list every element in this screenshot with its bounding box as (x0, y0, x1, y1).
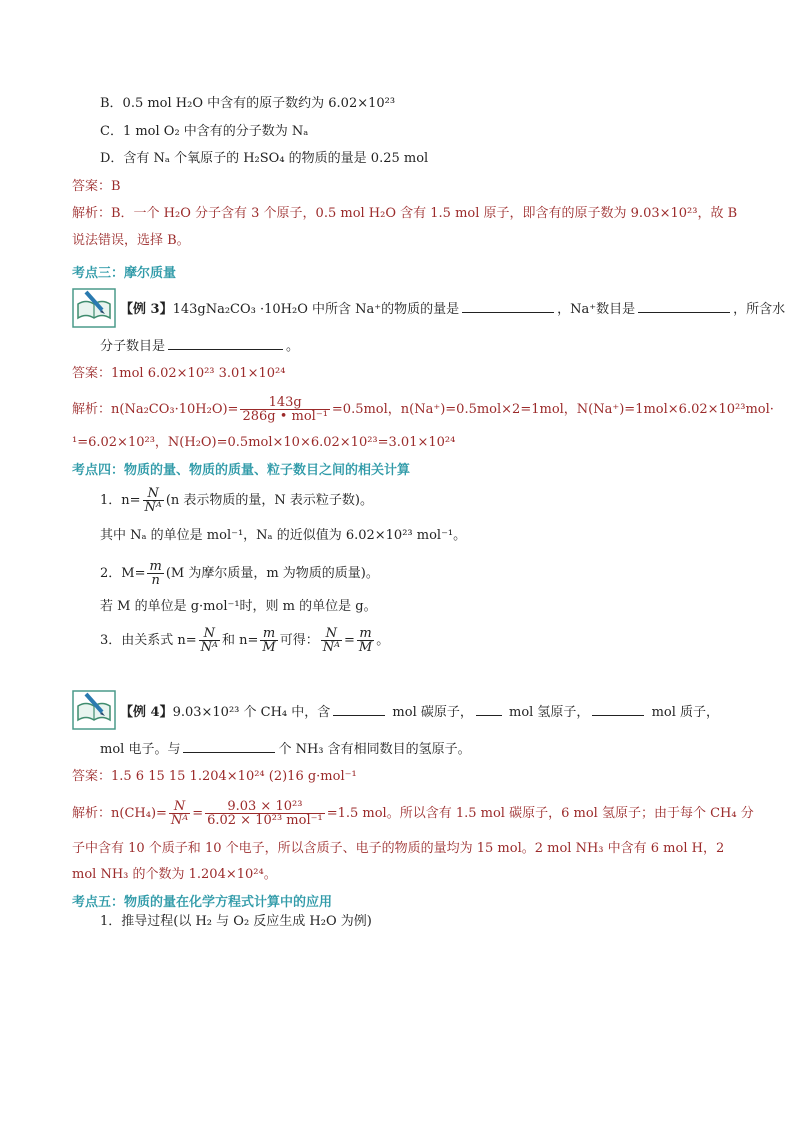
answer-blank[interactable] (592, 703, 644, 716)
section-heading-4: 考点四：物质的量、物质的质量、粒子数目之间的相关计算 (72, 463, 411, 478)
formula-3: 3．由关系式 n= $\frac{N}{\text{Nᴬ}}$ 和 n= $\frac{m}{M}$ 可得： $\frac{N}{\text{Nᴬ}}$ = $\frac{m}{M}$ 。 (100, 626, 390, 655)
answer-blank[interactable] (333, 703, 385, 716)
answer-blank[interactable] (638, 300, 730, 313)
section-heading-5: 考点五：物质的量在化学方程式计算中的应用 (72, 895, 333, 910)
fraction: $\frac{N}{\text{Nᴬ}}$ (200, 626, 218, 655)
example-4-tag: 【例 4】 (120, 705, 173, 720)
fraction: $\frac{m}{M}$ (262, 626, 276, 655)
answer-blank[interactable] (168, 337, 283, 350)
fraction: $\frac{m}{M}$ (358, 626, 373, 655)
analysis-3-line2: ¹=6.02×10²³，N(H₂O)=0.5mol×10×6.02×10²³=3.01×10²⁴ (72, 435, 456, 450)
example-3-tag: 【例 3】 (120, 302, 173, 317)
formula-2: 2．M= $\frac{m}{n}$ (M 为摩尔质量，m 为物质的质量)。 (100, 559, 379, 588)
fraction: $\frac{\text{9.03 × 10²³}}{\text{6.02 × 10²³ mol⁻¹}}$ (207, 799, 323, 828)
option-b: B．0.5 mol H₂O 中含有的原子数约为 6.02×10²³ (100, 96, 396, 111)
option-c: C．1 mol O₂ 中含有的分子数为 Nₐ (100, 124, 309, 139)
analysis-3-line1: 解析：n(Na₂CO₃·10H₂O)= $\frac{143g}{\text{286g • mol⁻¹}}$ =0.5mol，n(Na⁺)=0.5mol×2=1mol，N(Na⁺)=1mol×6.02×10²³mol· (72, 395, 774, 424)
answer-blank[interactable] (183, 740, 275, 753)
book-pencil-icon (72, 690, 116, 730)
book-pencil-icon (72, 288, 116, 328)
example-4-line1: 【例 4】9.03×10²³ 个 CH₄ 中，含 mol 碳原子， mol 氢原子， mol 质子， (120, 705, 720, 720)
fraction: $\frac{N}{\text{Nᴬ}}$ (144, 486, 162, 515)
fraction: $\frac{143g}{\text{286g • mol⁻¹}}$ (242, 395, 328, 424)
formula-1: 1．n= $\frac{N}{\text{Nᴬ}}$ (n 表示物质的量，N 表示粒子数)。 (100, 486, 373, 515)
example-3-line2: 分子数目是 。 (100, 339, 300, 354)
option-d: D．含有 Nₐ 个氧原子的 H₂SO₄ 的物质的量是 0.25 mol (100, 151, 429, 166)
fraction: $\frac{N}{\text{Nᴬ}}$ (322, 626, 340, 655)
example-4-line2: mol 电子。与 个 NH₃ 含有相同数目的氢原子。 (100, 742, 471, 757)
answer-prev: 答案：B (72, 179, 121, 194)
analysis-4-line2: 子中含有 10 个质子和 10 个电子，所以含质子、电子的物质的量均为 15 mol。2 mol NH₃ 中含有 6 mol H，2 (72, 841, 725, 856)
fraction: $\frac{m}{n}$ (149, 559, 162, 588)
formula-1-note: 其中 Nₐ 的单位是 mol⁻¹，Nₐ 的近似值为 6.02×10²³ mol⁻¹。 (100, 528, 467, 543)
section-heading-3: 考点三：摩尔质量 (72, 266, 177, 281)
derivation-item-1: 1．推导过程(以 H₂ 与 O₂ 反应生成 H₂O 为例) (100, 914, 372, 929)
answer-3: 答案：1mol 6.02×10²³ 3.01×10²⁴ (72, 366, 286, 381)
analysis-4-line1: 解析：n(CH₄)= $\frac{N}{\text{Nᴬ}}$ = $\frac{\text{9.03 × 10²³}}{\text{6.02 × 10²³ mol⁻¹}}$ =1.5 mol。所以含有 1.5 mol 碳原子，6 mol 氢原子；由于每个 CH₄ 分 (72, 799, 754, 828)
analysis-prev-line1: 解析：B．一个 H₂O 分子含有 3 个原子，0.5 mol H₂O 含有 1.5 mol 原子，即含有的原子数为 9.03×10²³，故 B (72, 206, 738, 221)
analysis-prev-line2: 说法错误，选择 B。 (72, 233, 190, 248)
formula-2-note: 若 M 的单位是 g·mol⁻¹时，则 m 的单位是 g。 (100, 599, 377, 614)
answer-blank[interactable] (476, 703, 502, 716)
answer-blank[interactable] (462, 300, 554, 313)
answer-4: 答案：1.5 6 15 15 1.204×10²⁴ (2)16 g·mol⁻¹ (72, 769, 357, 784)
fraction: $\frac{N}{\text{Nᴬ}}$ (170, 799, 189, 828)
analysis-4-line3: mol NH₃ 的个数为 1.204×10²⁴。 (72, 867, 277, 882)
example-3-line1: 【例 3】143gNa₂CO₃ ·10H₂O 中所含 Na⁺的物质的量是 ，Na⁺数目是 ，所含水 (120, 302, 786, 317)
